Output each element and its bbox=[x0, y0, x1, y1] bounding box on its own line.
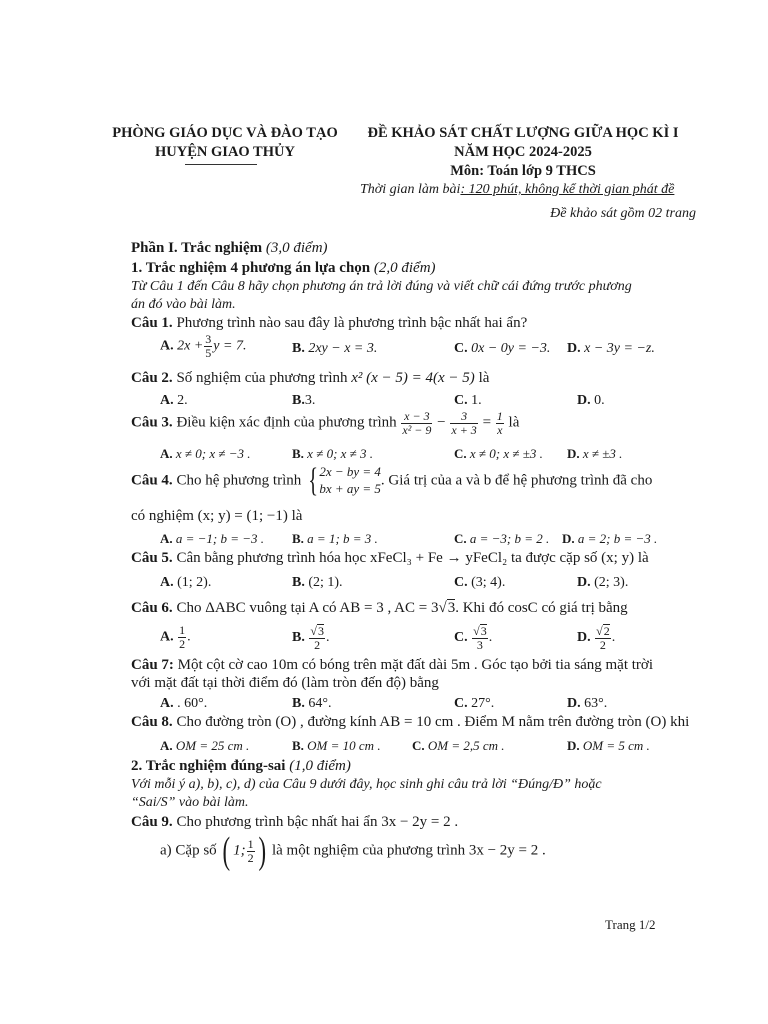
q5-option-a: A. (1; 2). bbox=[160, 575, 212, 590]
q6-option-a: A. $\frac{1}{2}$ . bbox=[160, 623, 191, 651]
q8-option-d: D. OM = 5 cm . bbox=[567, 738, 650, 753]
q7-stem: Câu 7: Một cột cờ cao 10m có bóng trên mặt đất dài 5m . Góc tạo bởi tia sáng mặt trời bbox=[131, 657, 654, 673]
q1-option-c: C. 0x − 0y = −3. bbox=[454, 341, 551, 356]
school-year: NĂM HỌC 2024-2025 bbox=[454, 144, 592, 160]
q8-option-c: C. OM = 2,5 cm . bbox=[412, 738, 505, 753]
instructions-line2: án đó vào bài làm. bbox=[131, 297, 236, 312]
q8-option-b: B. OM = 10 cm . bbox=[292, 738, 381, 753]
q3-option-b: B. x ≠ 0; x ≠ 3 . bbox=[292, 446, 374, 461]
q5-option-b: B. (2; 1). bbox=[292, 575, 343, 590]
q3-option-c: C. x ≠ 0; x ≠ ±3 . bbox=[454, 446, 543, 461]
q6-stem: Câu 6. Cho ΔABC vuông tại A có AB = 3 , AC = 3√3. Khi đó cosC có giá trị bằng bbox=[131, 600, 628, 616]
q1-option-b: B. 2xy − x = 3. bbox=[292, 341, 378, 356]
q6-option-d: D. $\frac{√2}{2}$ . bbox=[577, 624, 616, 652]
q1-option-a: A. 2x + $\frac{3}{5}$ y = 7. bbox=[160, 332, 247, 360]
q5-option-c: C. (3; 4). bbox=[454, 575, 506, 590]
q1-option-d: D. x − 3y = −z. bbox=[567, 341, 655, 356]
q5-option-d: D. (2; 3). bbox=[577, 575, 629, 590]
q4-option-a: A. a = −1; b = −3 . bbox=[160, 531, 265, 546]
q4-stem: Câu 4. Cho hệ phương trình { 2x − by = 4 bx + ay = 5 . Giá trị của a và b để hệ phương trình đã cho bbox=[131, 462, 653, 499]
q2-option-d: D. 0. bbox=[577, 393, 605, 408]
exam-title: ĐỀ KHẢO SÁT CHẤT LƯỢNG GIỮA HỌC KÌ I bbox=[367, 125, 679, 141]
part2-title: 2. Trắc nghiệm đúng-sai (1,0 điểm) bbox=[131, 758, 351, 774]
q2-option-a: A. 2. bbox=[160, 393, 188, 408]
q4-stem-line2: có nghiệm (x; y) = (1; −1) là bbox=[131, 508, 303, 524]
q7-option-d: D. 63°. bbox=[567, 696, 608, 711]
instructions-line1: Từ Câu 1 đến Câu 8 hãy chọn phương án trả lời đúng và viết chữ cái đứng trước phương bbox=[131, 279, 632, 294]
time-limit: Thời gian làm bài: 120 phút, không kể thời gian phát đề bbox=[360, 182, 675, 197]
q2-option-c: C. 1. bbox=[454, 393, 482, 408]
q2-option-b: B.3. bbox=[292, 393, 316, 408]
q4-option-d: D. a = 2; b = −3 . bbox=[562, 531, 658, 546]
q2-stem: Câu 2. Số nghiệm của phương trình x² (x − 5) = 4(x − 5) là bbox=[131, 370, 490, 386]
q7-option-a: A. . 60°. bbox=[160, 696, 208, 711]
q9-stem: Câu 9. Cho phương trình bậc nhất hai ẩn 3x − 2y = 2 . bbox=[131, 814, 459, 830]
part2-instructions-line1: Với mỗi ý a), b), c), d) của Câu 9 dưới đây, học sinh ghi câu trả lời “Đúng/Đ” hoặc bbox=[131, 777, 602, 792]
q9-item-a: a) Cặp số ( 1; $\frac{1}{2}$ ) là một nghiệm của phương trình 3x − 2y = 2 . bbox=[160, 830, 546, 872]
subject: Môn: Toán lớp 9 THCS bbox=[450, 163, 596, 179]
header-underline bbox=[185, 164, 257, 165]
part2-instructions-line2: “Sai/S” vào bài làm. bbox=[131, 795, 249, 810]
q6-option-b: B. $\frac{√3}{2}$ . bbox=[292, 624, 330, 652]
q7-option-c: C. 27°. bbox=[454, 696, 495, 711]
q7-option-b: B. 64°. bbox=[292, 696, 332, 711]
department-name: PHÒNG GIÁO DỤC VÀ ĐÀO TẠO bbox=[112, 125, 338, 141]
q4-option-c: C. a = −3; b = 2 . bbox=[454, 531, 550, 546]
q4-option-b: B. a = 1; b = 3 . bbox=[292, 531, 378, 546]
q8-option-a: A. OM = 25 cm . bbox=[160, 738, 250, 753]
part1-sub1-title: 1. Trắc nghiệm 4 phương án lựa chọn (2,0 điểm) bbox=[131, 260, 436, 276]
pages-note: Đề khảo sát gồm 02 trang bbox=[550, 206, 696, 221]
part1-title: Phần I. Trắc nghiệm (3,0 điểm) bbox=[131, 240, 328, 256]
q3-option-a: A. x ≠ 0; x ≠ −3 . bbox=[160, 446, 251, 461]
q5-stem: Câu 5. Cân bằng phương trình hóa học xFeCl₃ + Fe → yFeCl₂ ta được cặp số (x; y) là bbox=[131, 550, 649, 566]
q3-option-d: D. x ≠ ±3 . bbox=[567, 446, 623, 461]
q3-stem: Câu 3. Điều kiện xác định của phương trình $\frac{x - 3}{\text{x² − 9}}$ − $\frac{3}{x + 3}$ = $\frac{1}{x}$ là bbox=[131, 409, 520, 437]
q1-stem: Câu 1. Phương trình nào sau đây là phương trình bậc nhất hai ẩn? bbox=[131, 315, 528, 331]
district-name: HUYỆN GIAO THỦY bbox=[155, 144, 295, 160]
q8-stem: Câu 8. Cho đường tròn (O) , đường kính AB = 10 cm . Điểm M nằm trên đường tròn (O) khi bbox=[131, 714, 690, 730]
q6-option-c: C. $\frac{√3}{3}$ . bbox=[454, 624, 493, 652]
page-number: Trang 1/2 bbox=[605, 917, 656, 932]
q7-stem-line2: với mặt đất tại thời điểm đó (làm tròn đến độ) bằng bbox=[131, 675, 439, 691]
